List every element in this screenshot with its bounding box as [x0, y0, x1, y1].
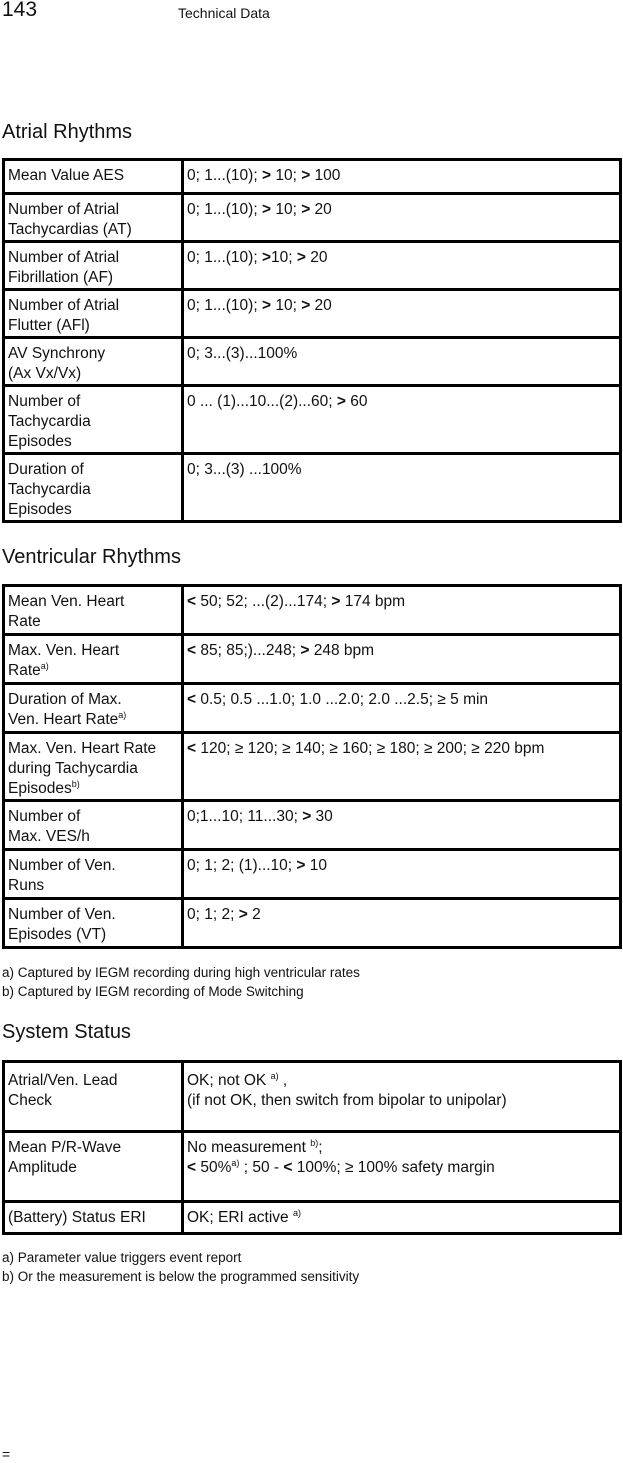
table-row — [4, 684, 621, 733]
row-label: Number of Max. VES/h — [4, 801, 183, 850]
table-row — [4, 586, 621, 635]
row-label: AV Synchrony (Ax Vx/Vx) — [4, 338, 183, 386]
table-row — [4, 454, 621, 522]
row-value: 0; 1...(10); > 10; > 20 — [183, 194, 621, 242]
table-row — [4, 899, 621, 948]
table-row — [4, 290, 621, 338]
row-value: 0;1...10; 11...30; > 30 — [183, 801, 621, 850]
table-row — [4, 386, 621, 454]
row-label: Number of Atrial Tachycardias (AT) — [4, 194, 183, 242]
row-label: Mean Ven. Heart Rate — [4, 586, 183, 635]
row-value: < 50; 52; ...(2)...174; > 174 bpm — [183, 586, 621, 635]
row-label: Mean Value AES — [4, 160, 183, 194]
system-footnotes — [2, 1248, 359, 1286]
row-value: 0; 1...(10); > 10; > 100 — [183, 160, 621, 194]
ventricular-footnotes — [2, 963, 360, 1001]
ventricular-rhythms-table — [2, 584, 622, 949]
table-row — [4, 635, 621, 684]
section-title-atrial: Atrial Rhythms — [2, 121, 133, 143]
row-value: < 120; ≥ 120; ≥ 140; ≥ 160; ≥ 180; ≥ 200; ≥ 220 bpm — [183, 733, 621, 801]
row-value: No measurement $^{b)}$; < 50%$^{a)}$ ; 50 - < 100%; ≥ 100% safety margin — [183, 1132, 621, 1202]
row-value: OK; not OK $^{a)}$ , (if not OK, then switch from bipolar to unipolar) — [183, 1062, 621, 1132]
row-label: Max. Ven. Heart Rate$^{a)}$ — [4, 635, 183, 684]
table-row — [4, 733, 621, 801]
footnote: a) Captured by IEGM recording during high ventricular rates — [2, 965, 360, 980]
row-value: 0; 3...(3) ...100% — [183, 454, 621, 522]
system-status-table — [2, 1060, 622, 1235]
row-label: Max. Ven. Heart Rate during Tachycardia Episodes$^{b)}$ — [4, 733, 183, 801]
row-value: 0; 1...(10); >10; > 20 — [183, 242, 621, 290]
table-row — [4, 338, 621, 386]
bottom-mark: = — [2, 1446, 11, 1462]
table-row — [4, 1202, 621, 1234]
row-value: 0; 3...(3)...100% — [183, 338, 621, 386]
atrial-rhythms-table — [2, 158, 622, 523]
row-label: Mean P/R-Wave Amplitude — [4, 1132, 183, 1202]
row-label: Number of Ven. Episodes (VT) — [4, 899, 183, 948]
row-label: Atrial/Ven. Lead Check — [4, 1062, 183, 1132]
table-row — [4, 160, 621, 194]
row-value: 0 ... (1)...10...(2)...60; > 60 — [183, 386, 621, 454]
table-row — [4, 194, 621, 242]
row-value: 0; 1; 2; > 2 — [183, 899, 621, 948]
row-value: 0; 1; 2; (1)...10; > 10 — [183, 850, 621, 899]
table-row — [4, 242, 621, 290]
row-value: < 85; 85;)...248; > 248 bpm — [183, 635, 621, 684]
row-value: < 0.5; 0.5 ...1.0; 1.0 ...2.0; 2.0 ...2.5; ≥ 5 min — [183, 684, 621, 733]
footnote: b) Or the measurement is below the programmed sensitivity — [2, 1269, 360, 1284]
row-value: 0; 1...(10); > 10; > 20 — [183, 290, 621, 338]
row-label: (Battery) Status ERI — [4, 1202, 183, 1234]
table-row — [4, 850, 621, 899]
footnote: a) Parameter value triggers event report — [2, 1250, 242, 1265]
row-label: Number of Atrial Flutter (AFl) — [4, 290, 183, 338]
section-title-system: System Status — [2, 1021, 131, 1043]
row-label: Number of Tachycardia Episodes — [4, 386, 183, 454]
row-label: Duration of Tachycardia Episodes — [4, 454, 183, 522]
table-row — [4, 1132, 621, 1202]
row-label: Number of Ven. Runs — [4, 850, 183, 899]
row-value: OK; ERI active $^{a)}$ — [183, 1202, 621, 1234]
page-number: 143 — [2, 0, 38, 21]
table-row — [4, 1062, 621, 1132]
footnote: b) Captured by IEGM recording of Mode Switching — [2, 984, 304, 999]
row-label: Duration of Max. Ven. Heart Rate$^{a)}$ — [4, 684, 183, 733]
row-label: Number of Atrial Fibrillation (AF) — [4, 242, 183, 290]
running-head: Technical Data — [178, 5, 270, 21]
table-row — [4, 801, 621, 850]
section-title-ventricular: Ventricular Rhythms — [2, 546, 181, 568]
